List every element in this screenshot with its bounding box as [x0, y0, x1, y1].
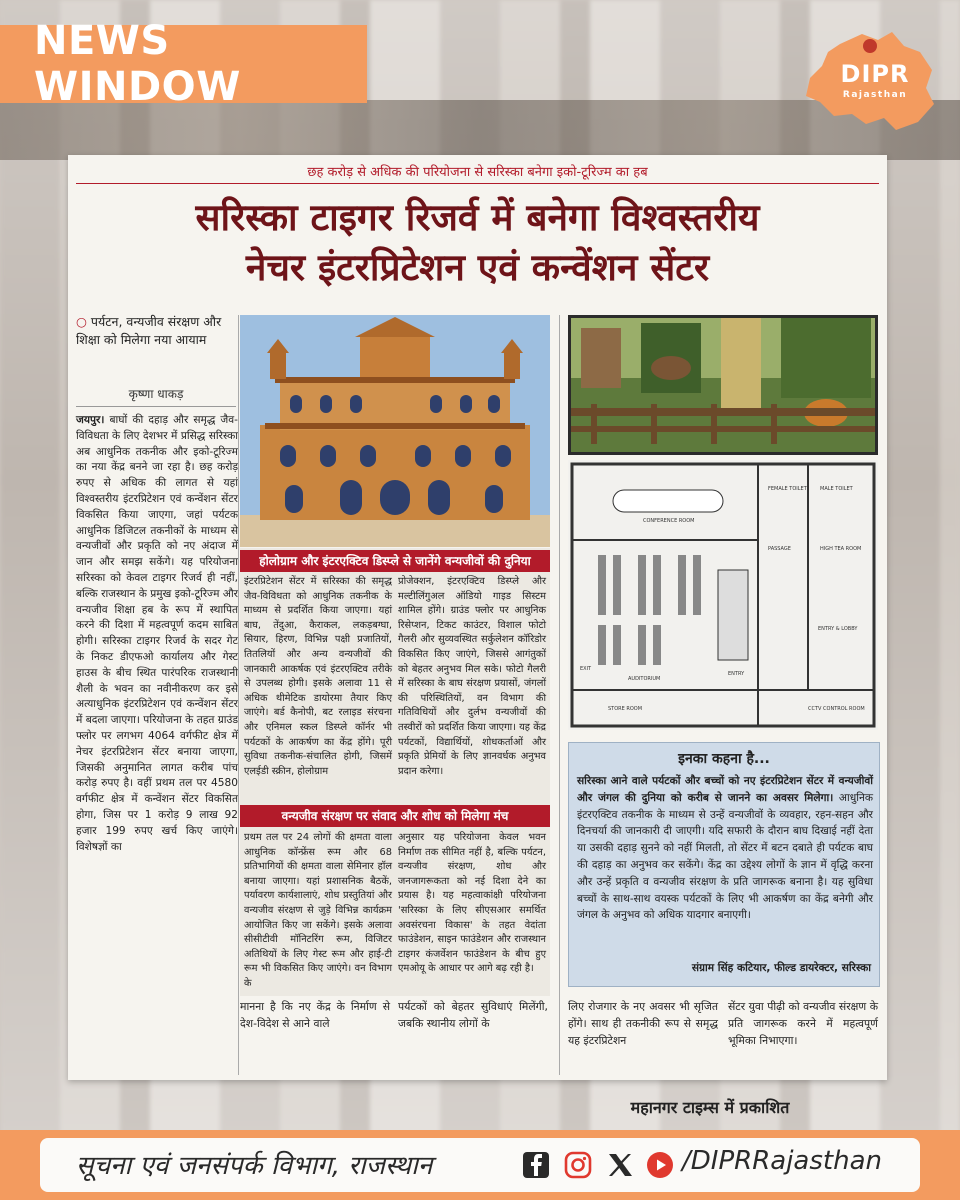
plan-label-high-tea: HIGH TEA ROOM — [820, 546, 862, 552]
article-byline: कृष्णा धाकड़ — [76, 385, 236, 407]
sidebar-dialogue-right-text: अनुसार यह परियोजना केवल भवन निर्माण तक सीमित नहीं है, बल्कि पर्यटन, वन्यजीव संरक्षण, शोध और जनजागरूकता को नई दिशा देने का प्रयास है। यह महत्वाकांक्षी परियोजना 'सरिस्का के लिए सीएसआर समर्थित अवसंरचना विकास' के तहत वेदांता फाउंडेशन, साइन फाउंडेशन और राजस्थान टाइगर कंजर्वेशन फाउंडेशन के बीच हुए एमओयू के आधार पर आगे बढ़ रही है। — [398, 832, 546, 975]
article-subdeck — [76, 313, 236, 349]
published-in-note: महानगर टाइम्स में प्रकाशित — [630, 1098, 790, 1117]
kicker-rule — [76, 183, 879, 184]
plan-label-conference: CONFERENCE ROOM — [643, 518, 695, 524]
newspaper-clipping — [68, 155, 887, 1080]
column-divider — [559, 315, 560, 1075]
sidebar-dialogue-left-text: प्रथम तल पर 24 लोगों की क्षमता वाला आधुनिक कॉन्फ्रेंस रूम और 68 प्रतिभागियों की क्षमता वाला सेमिनार हॉल बनाया जाएगा। यहां प्रशासनिक बैठकें, पर्यावरण कार्यशालाएं, शोध प्रस्तुतियां और वन्यजीव संरक्षण से जुड़े विभिन्न कार्यक्रम आयोजित किए जा सकेंगे। इसके अलावा सीसीटीवी मॉनिटरिंग रूम, विजिटर अतिथियों के लिए गेस्ट रूम और हाई-टी रूम भी विकसित किए जाएंगे। वन विभाग के — [244, 832, 392, 989]
bottom-text-3: लिए रोजगार के नए अवसर भी सृजित होंगे। साथ ही तकनीकी रूप से समृद्ध यह इंटरप्रिटेशन — [568, 1000, 718, 1047]
plan-label-exit: EXIT — [580, 666, 592, 672]
article-kicker: छह करोड़ से अधिक की परियोजना से सरिस्का बनेगा इको-टूरिज्म का हब — [307, 165, 648, 180]
headline-line-1: सरिस्का टाइगर रिजर्व में बनेगा विश्वस्तरीय — [195, 196, 760, 239]
dateline: जयपुर। — [76, 414, 105, 426]
plan-label-auditorium: AUDITORIUM — [628, 676, 661, 682]
x-icon[interactable] — [606, 1151, 634, 1179]
subdeck-bullet-icon: ○ — [76, 314, 91, 329]
sidebar-heading-dialogue: वन्यजीव संरक्षण पर संवाद और शोध को मिलेगा मंच — [240, 805, 550, 827]
nature-exhibit-image — [568, 315, 878, 455]
news-window-banner — [0, 18, 367, 110]
column-divider — [238, 315, 239, 1075]
sidebar-hologram-left-text: इंटरप्रिटेशन सेंटर में सरिस्का की समृद्ध जैव-विविधता को आधुनिक तकनीक के माध्यम से प्रदर्शित किया जाएगा। यहां बाघ, तेंदुआ, कैराकल, लकड़बग्घा, सियार, हिरण, विभिन्न पक्षी प्रजातियों, तितलियों और अन्य वन्यजीवों की जानकारी आकर्षक एवं इंटरएक्टिव तरीके से उपलब्ध होगी। इसके अलावा 11 से अधिक थीमेटिक डायोरमा तैयार किए जाएंगे। बर्ड कैनोपी, बट रलाइड संरचना और एनिमल स्कल डिस्प्ले कॉर्नर भी पर्यटकों के आकर्षण का केंद्र होंगे। पूरी सुविधा तकनीक-संचालित होगी, जिसमें एलईडी स्क्रीन, होलोग्राम — [244, 576, 392, 777]
subdeck-text: पर्यटन, वन्यजीव संरक्षण और शिक्षा को मिलेगा नया आयाम — [76, 314, 222, 347]
plan-label-lobby: ENTRY & LOBBY — [818, 626, 858, 632]
article-column-1 — [76, 413, 238, 855]
plan-label-female-toilet: FEMALE TOILET — [768, 486, 807, 492]
headline-line-2: नेचर इंटरप्रिटेशन एवं कन्वेंशन सेंटर — [245, 246, 710, 289]
heritage-building-image — [240, 315, 550, 547]
quote-body-text: आधुनिक इंटरएक्टिव तकनीक के माध्यम से उन्हें वन्यजीवों के व्यवहार, रहन-सहन और दिनचर्या की जानकारी दी जाएगी। यदि सफारी के दौरान बाघ दिखाई नहीं देता या उसकी दहाड़ सुनने को नहीं मिलती, तो सेंटर में बटन दबाते ही पर्यटक बाघ की दहाड़ का अनुभव कर सकेंगे। केंद्र का उद्देश्य लोगों के ज्ञान में वृद्धि करना और उन्हें प्रकृति व वन्यजीव संरक्षण के प्रति जागरूक बनाना है। यह सुविधा बच्चों के साथ-साथ वयस्क पर्यटकों के लिए भी आकर्षण का केंद्र बनेगी और जंगल के अनुभव को अधिक यादगार बनाएगी। — [577, 791, 873, 922]
department-name: सूचना एवं जनसंपर्क विभाग, राजस्थान — [76, 1151, 433, 1181]
sidebar-hologram-right-text: प्रोजेक्शन, इंटरएक्टिव डिस्प्ले और मल्टीलिंगुअल ऑडियो गाइड सिस्टम शामिल होंगे। ग्राउंड फ्लोर पर आधुनिक रिसेप्शन, टिकट काउंटर, विशाल फोटो गैलरी और सुव्यवस्थित सर्कुलेशन कॉरिडोर विकसित किए जाएंगे, जिससे आगंतुकों को बेहतर अनुभव मिल सके। फोटो गैलरी में सरिस्का के बाघ संरक्षण प्रयासों, जंगलों की परिस्थितियों, वन विभाग की गतिविधियों और दुर्लभ वन्यजीवों की तस्वीरों को प्रदर्शित किया जाएगा। यह केंद्र पर्यटकों, विद्यार्थियों, शोधकर्ताओं और प्रकृति प्रेमियों के लिए ज्ञानवर्धक अनुभव प्रदान करेगा। — [398, 576, 546, 777]
floor-plan-image — [568, 460, 878, 730]
logo-title: DIPR — [840, 60, 910, 88]
column-1-text: बाघों की दहाड़ और समृद्ध जैव-विविधता के लिए देशभर में प्रसिद्ध सरिस्का अब आधुनिक तकनीक और इको-टूरिज्म का नया केंद्र बनने जा रहा है। छह करोड़ रुपए से अधिक की लागत से यहां विश्वस्तरीय इंटरप्रिटेशन एवं कन्वेंशन सेंटर विकसित किया जाएगा, जहां पर्यटक आधुनिक डिजिटल तकनीकों के माध्यम से वन्यजीवों और प्रकृति को नए अंदाज में जान और समझ सकेंगे। यह परियोजना सरिस्का को केवल टाइगर रिजर्व ही नहीं, बल्कि राजस्थान के प्रमुख इको-टूरिज्म और वन्यजीव शिक्षा हब के रूप में स्थापित करने की दिशा में महत्वपूर्ण कदम साबित होगी। सरिस्का टाइगर रिजर्व के सदर गेट के निकट डीएफओ कार्यालय और गेस्ट हाउस के बीच स्थित पारंपरिक राजस्थानी शैली के भवन का नवीनीकरण कर इसे अत्याधुनिक इंटरप्रिटेशन एवं कन्वेंशन सेंटर में बदला जाएगा। परियोजना के तहत ग्राउंड फ्लोर पर लगभग 4064 वर्गफीट क्षेत्र में नेचर इंटरप्रिटेशन सेंटर बनाया जाएगा, जिसकी अनुमानित लागत करीब पांच करोड़ रुपए है। वहीं प्रथम तल पर 4580 वर्गफीट क्षेत्र में कन्वेंशन सेंटर विकसित होगा, जिस पर 1 करोड़ 9 लाख 92 हजार 199 रुपए खर्च किए जाएंगे। विशेषज्ञों का — [76, 414, 238, 853]
facebook-icon[interactable] — [522, 1151, 550, 1179]
plan-label-entry: ENTRY — [728, 671, 745, 677]
bottom-text-2: पर्यटकों को बेहतर सुविधाएं मिलेंगी, जबकि स्थानीय लोगों के — [398, 1000, 548, 1030]
bottom-text-1: मानना है कि नए केंद्र के निर्माण से देश-विदेश से आने वाले — [240, 1000, 390, 1030]
plan-label-cctv: CCTV CONTROL ROOM — [808, 706, 865, 712]
instagram-icon[interactable] — [564, 1151, 592, 1179]
quote-box — [568, 742, 880, 987]
social-handle[interactable]: /DIPRRajasthan — [682, 1146, 882, 1176]
youtube-icon[interactable] — [646, 1151, 674, 1179]
dipr-logo-text — [835, 60, 915, 100]
quote-signature: संग्राम सिंह कटियार, फील्ड डायरेक्टर, सरिस्का — [691, 962, 871, 974]
sidebar-heading-hologram: होलोग्राम और इंटरएक्टिव डिस्प्ले से जानेंगे वन्यजीवों की दुनिया — [240, 550, 550, 572]
plan-label-passage: PASSAGE — [768, 546, 791, 552]
quote-title: इनका कहना है... — [678, 751, 770, 767]
plan-label-store: STORE ROOM — [608, 706, 643, 712]
quote-body — [577, 773, 873, 924]
quote-body-lead: सरिस्का आने वाले पर्यटकों और बच्चों को नए इंटरप्रिटेशन सेंटर में वन्यजीवों और जंगल की दुनिया को करीब से जानने का अवसर मिलेगा। — [577, 775, 873, 804]
news-window-label: NEWS WINDOW — [34, 18, 241, 110]
plan-label-male-toilet: MALE TOILET — [820, 486, 853, 492]
article-headline — [68, 193, 887, 293]
bottom-text-4: सेंटर युवा पीढ़ी को वन्यजीव संरक्षण के प्रति जागरूक करने में महत्वपूर्ण भूमिका निभाएगा। — [728, 1000, 878, 1047]
logo-subtitle: Rajasthan — [842, 90, 908, 100]
